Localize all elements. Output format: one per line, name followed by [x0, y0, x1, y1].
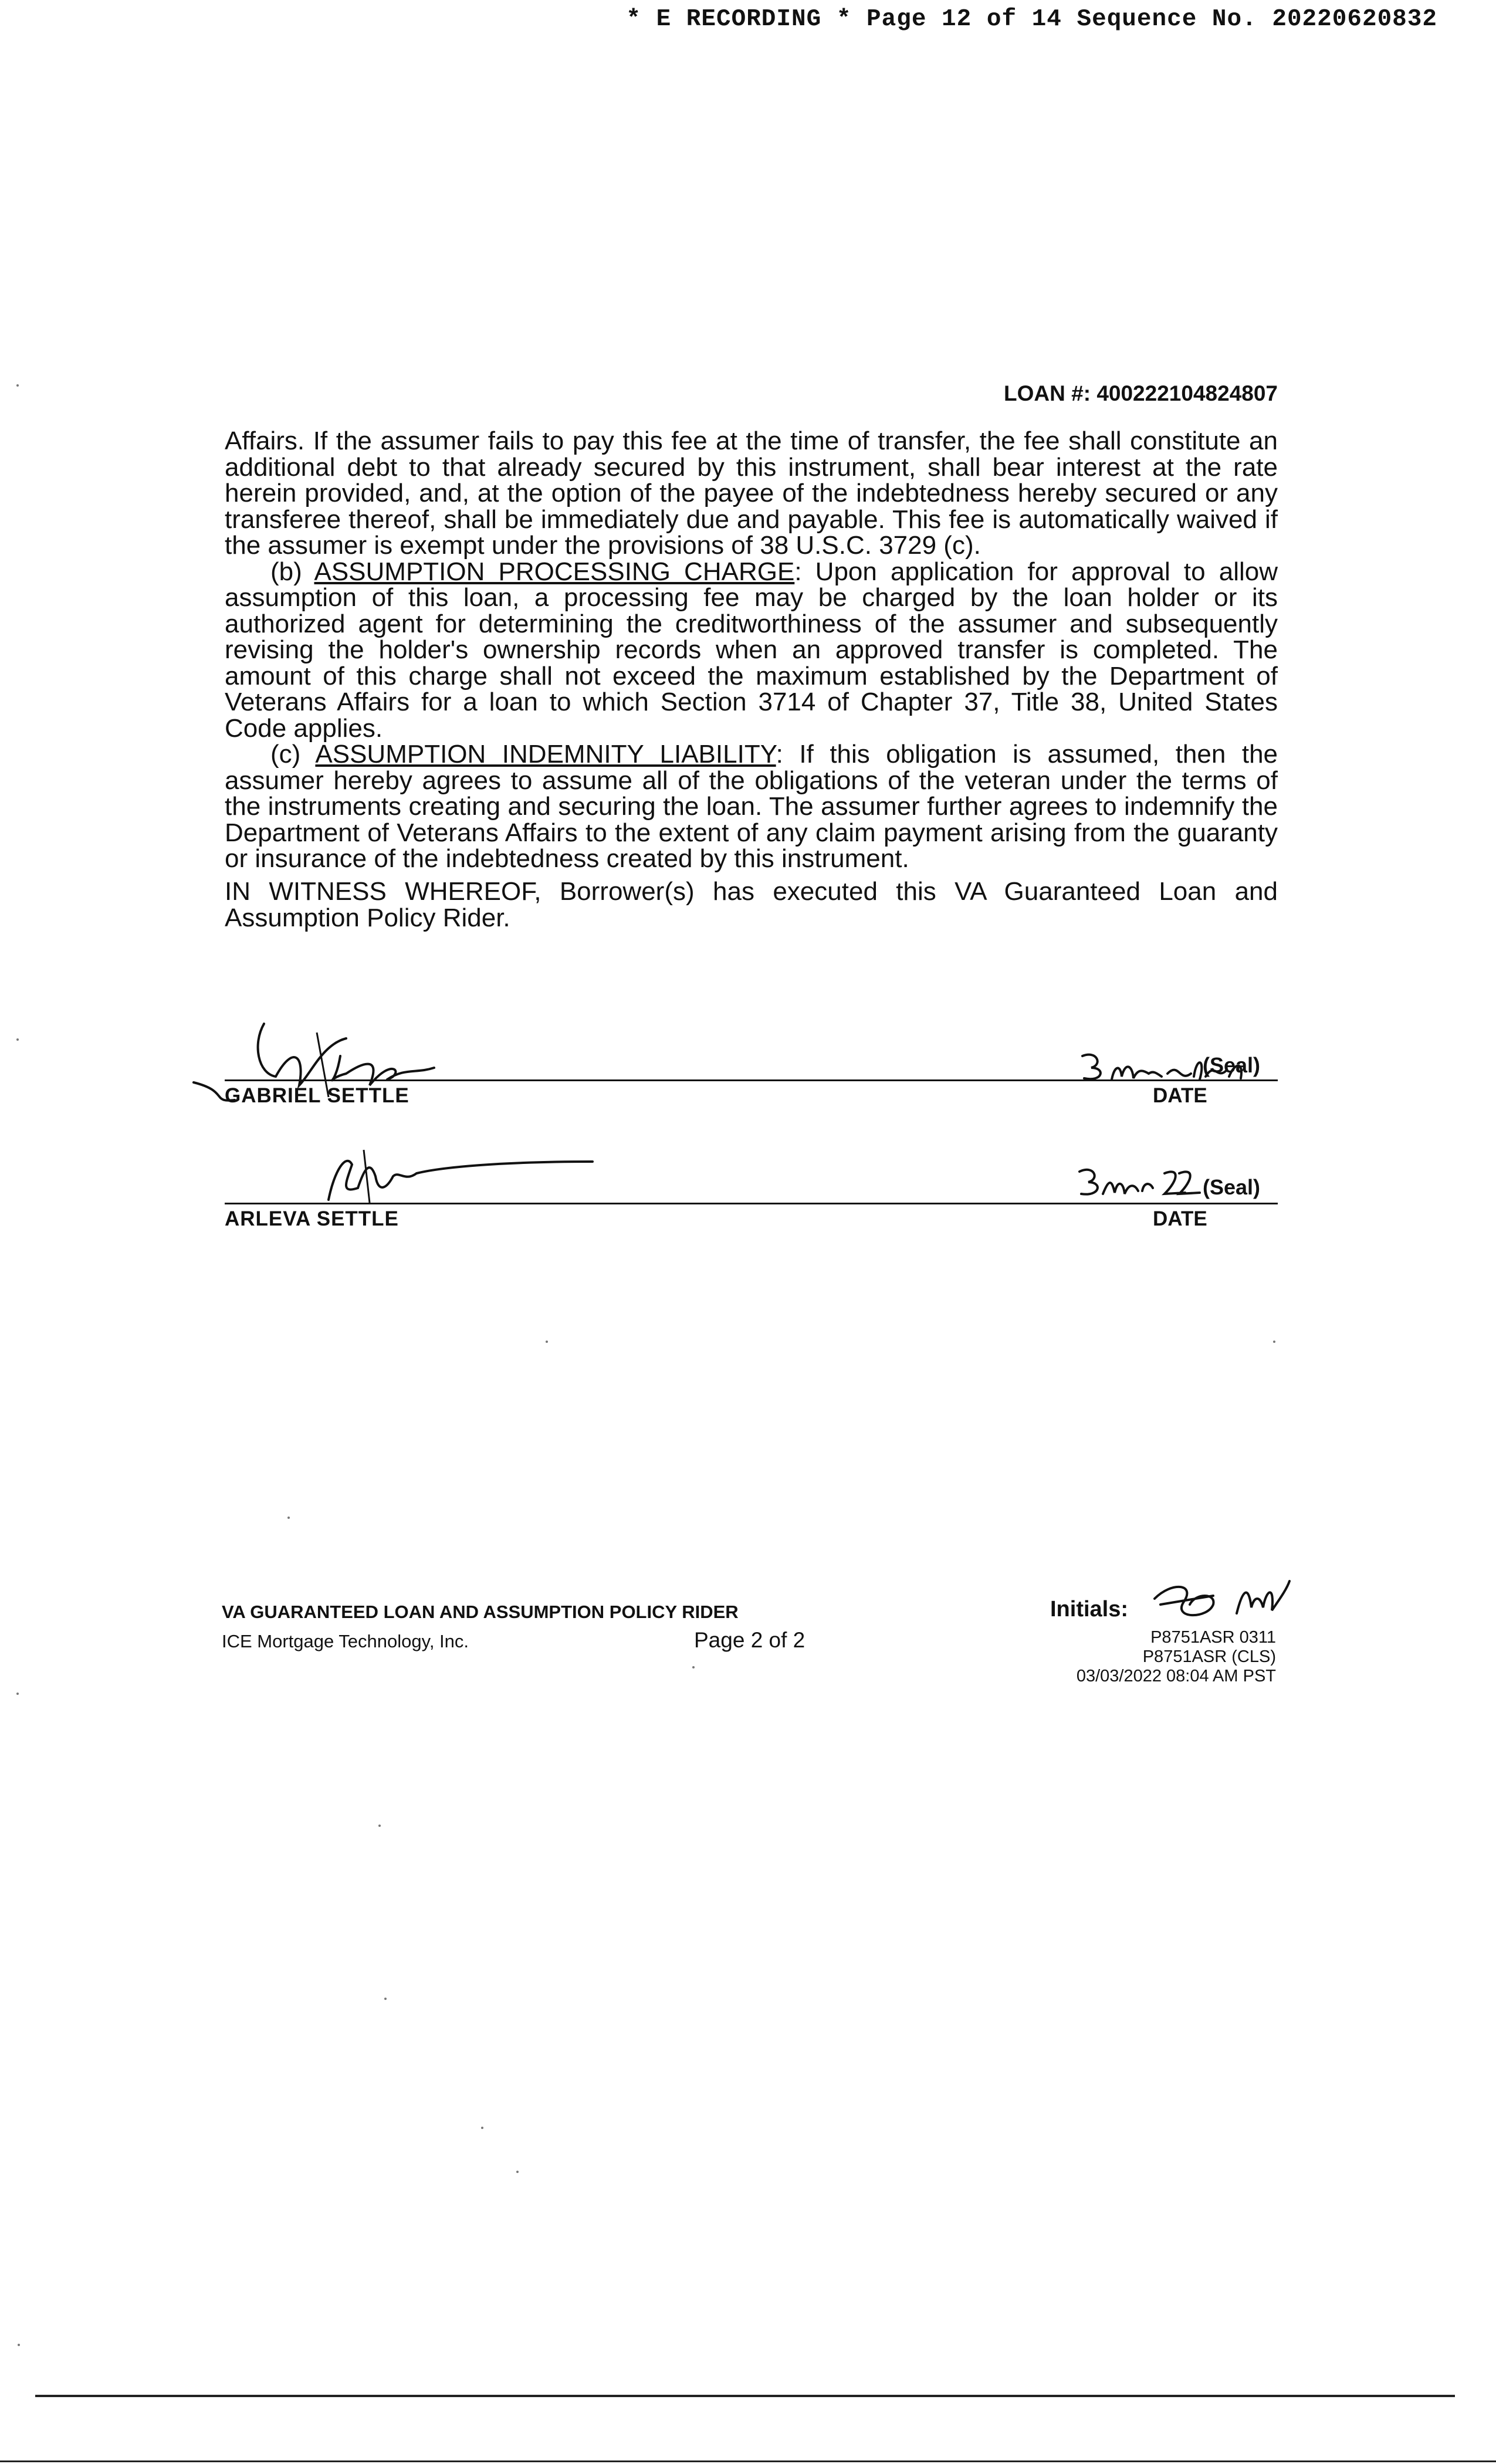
- loan-label: LOAN #:: [1004, 381, 1091, 405]
- scan-speck: [546, 1341, 548, 1343]
- page-indicator: Page 2 of 2: [694, 1628, 805, 1652]
- para-b-prefix: (b): [270, 557, 314, 586]
- loan-number-line: [1004, 381, 1278, 406]
- form-code-1: P8751ASR 0311: [1150, 1628, 1276, 1647]
- paragraph-indemnity-liability: [225, 742, 1278, 872]
- form-timestamp: 03/03/2022 08:04 AM PST: [1076, 1667, 1276, 1685]
- bottom-rule-bottom: [0, 2460, 1496, 2462]
- scan-speck: [384, 1998, 387, 2000]
- indemnity-liability-heading: ASSUMPTION INDEMNITY LIABILITY: [315, 740, 776, 769]
- scan-speck: [516, 2171, 519, 2173]
- bottom-rule-top: [35, 2395, 1455, 2397]
- scan-speck: [481, 2127, 483, 2129]
- recording-header: * E RECORDING * Page 12 of 14 Sequence No. 20220620832: [626, 6, 1437, 33]
- form-code-2: P8751ASR (CLS): [1142, 1647, 1276, 1666]
- seal-label-1: (Seal): [1203, 1053, 1261, 1077]
- initials-label: Initials:: [1050, 1597, 1129, 1622]
- signature-line-1: [225, 1079, 1278, 1081]
- signer-name-1: GABRIEL SETTLE: [225, 1084, 409, 1107]
- date-label-1: DATE: [1153, 1084, 1207, 1107]
- paragraph-processing-charge: [225, 559, 1278, 742]
- signature-line-2: [225, 1203, 1278, 1204]
- scan-speck: [16, 1038, 19, 1041]
- scan-speck: [287, 1517, 290, 1519]
- processing-charge-text: : Upon application for approval to allow assumption of this loan, a processing fee may be charged by the loan holder or its authorized agent for determining the creditworthiness of the assumer and subsequently revising the holder's ownership records when an approved transfer is completed. The amount of this charge shall not exceed the maximum established by the Department of Veterans Affairs for a loan to which Section 3714 of Chapter 37, Title 38, United States Code applies.: [225, 557, 1278, 743]
- rider-body: [225, 428, 1278, 872]
- form-codes: [1033, 1628, 1276, 1686]
- handwritten-date-2: [1077, 1165, 1206, 1206]
- scan-speck: [1273, 1341, 1275, 1343]
- para-c-prefix: (c): [270, 740, 316, 769]
- paragraph-fee-continuation: Affairs. If the assumer fails to pay this fee at the time of transfer, the fee shall constitute an additional debt to that already secured by this instrument, shall bear interest at the rate herein provided, and, at the option of the payee of the indebtedness hereby secured or any transferee thereof, shall be immediately due and payable. This fee is automatically waived if the assumer is exempt under the provisions of 38 U.S.C. 3729 (c).: [225, 427, 1278, 560]
- scan-speck: [18, 2344, 20, 2346]
- loan-number: 400222104824807: [1096, 381, 1278, 405]
- scan-speck: [692, 1666, 695, 1668]
- initials-handwritten: [1149, 1578, 1301, 1625]
- indemnity-liability-text: : If this obligation is assumed, then the assumer hereby agrees to assume all of the obligations of the veteran under the terms of the instruments creating and securing the loan. The assumer further agrees to indemnify the Department of Veterans Affairs to the extent of any claim payment arising from the guaranty or insurance of the indebtedness created by this instrument.: [225, 740, 1278, 873]
- company-name: ICE Mortgage Technology, Inc.: [222, 1631, 469, 1651]
- signature-arleva-settle: [323, 1147, 598, 1206]
- scan-speck: [378, 1825, 381, 1827]
- date-label-2: DATE: [1153, 1207, 1207, 1230]
- processing-charge-heading: ASSUMPTION PROCESSING CHARGE: [314, 557, 795, 586]
- scan-speck: [16, 384, 19, 387]
- form-title: VA GUARANTEED LOAN AND ASSUMPTION POLICY RIDER: [222, 1602, 739, 1622]
- signer-name-2: ARLEVA SETTLE: [225, 1207, 399, 1230]
- witness-clause: IN WITNESS WHEREOF, Borrower(s) has executed this VA Guaranteed Loan and Assumption Policy Rider.: [225, 877, 1278, 932]
- scan-speck: [16, 1693, 19, 1695]
- seal-label-2: (Seal): [1203, 1175, 1261, 1199]
